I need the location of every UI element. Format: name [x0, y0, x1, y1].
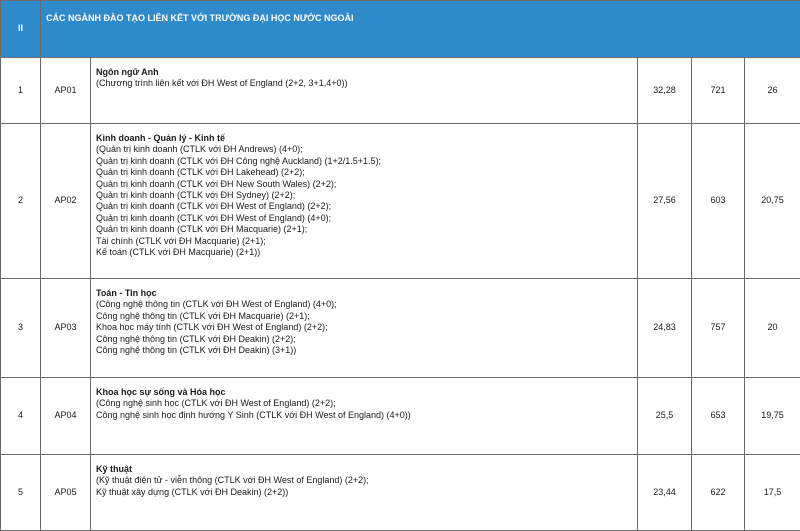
table-row [1, 455, 800, 531]
row-number: 5 [1, 455, 41, 531]
program-title: Kinh doanh - Quản lý - Kinh tế [96, 133, 633, 144]
score-value: 25,5 [638, 378, 692, 455]
program-detail-line: (Công nghệ sinh học (CTLK với ĐH West of England) (2+2); [96, 398, 633, 409]
table-row [1, 279, 800, 378]
program-title: Ngôn ngữ Anh [96, 67, 633, 78]
section-title: CÁC NGÀNH ĐÀO TẠO LIÊN KẾT VỚI TRƯỜNG ĐẠI HỌC NƯỚC NGOÀI [41, 1, 800, 58]
program-detail-line: Công nghệ thông tin (CTLK với ĐH Deakin) (2+2); [96, 334, 633, 345]
program-description [91, 124, 638, 279]
program-code: AP01 [41, 58, 91, 124]
program-detail-line: Công nghệ thông tin (CTLK với ĐH Deakin) (3+1)) [96, 345, 633, 356]
table-row [1, 124, 800, 279]
row-number: 4 [1, 378, 41, 455]
min-score-value: 26 [745, 58, 800, 124]
section-number: II [1, 1, 41, 58]
quota-value: 653 [692, 378, 745, 455]
program-detail-line: Khoa học máy tính (CTLK với ĐH West of England) (2+2); [96, 322, 633, 333]
program-title: Kỹ thuật [96, 464, 633, 475]
program-detail-line: Công nghệ sinh học định hướng Y Sinh (CTLK với ĐH West of England) (4+0)) [96, 410, 633, 421]
quota-value: 757 [692, 279, 745, 378]
program-code: AP05 [41, 455, 91, 531]
program-code: AP02 [41, 124, 91, 279]
program-detail-line: Quản trị kinh doanh (CTLK với ĐH Sydney) (2+2); [96, 190, 633, 201]
table-row [1, 378, 800, 455]
program-detail-line: Kế toán (CTLK với ĐH Macquarie) (2+1)) [96, 247, 633, 258]
program-detail-line: Quản trị kinh doanh (CTLK với ĐH Công nghệ Auckland) (1+2/1.5+1.5); [96, 156, 633, 167]
quota-value: 721 [692, 58, 745, 124]
program-title: Khoa học sự sống và Hóa học [96, 387, 633, 398]
program-description [91, 455, 638, 531]
program-detail-line: (Chương trình liên kết với ĐH West of England (2+2, 3+1,4+0)) [96, 78, 633, 89]
program-detail-line: (Kỹ thuật điện tử - viễn thông (CTLK với ĐH West of England) (2+2); [96, 475, 633, 486]
program-detail-line: Quản trị kinh doanh (CTLK với ĐH New South Wales) (2+2); [96, 179, 633, 190]
min-score-value: 20 [745, 279, 800, 378]
program-title: Toán - Tin học [96, 288, 633, 299]
row-number: 3 [1, 279, 41, 378]
program-detail-line: (Quản trị kinh doanh (CTLK với ĐH Andrews) (4+0); [96, 144, 633, 155]
score-value: 32,28 [638, 58, 692, 124]
quota-value: 603 [692, 124, 745, 279]
min-score-value: 20,75 [745, 124, 800, 279]
program-detail-line: Quản trị kinh doanh (CTLK với ĐH Lakehead) (2+2); [96, 167, 633, 178]
table-row [1, 58, 800, 124]
program-description [91, 378, 638, 455]
program-code: AP03 [41, 279, 91, 378]
min-score-value: 19,75 [745, 378, 800, 455]
program-detail-line: Quản trị kinh doanh (CTLK với ĐH West of England) (2+2); [96, 201, 633, 212]
quota-value: 622 [692, 455, 745, 531]
score-value: 24,83 [638, 279, 692, 378]
program-detail-line: Quản trị kinh doanh (CTLK với ĐH West of England) (4+0); [96, 213, 633, 224]
min-score-value: 17,5 [745, 455, 800, 531]
score-value: 27,56 [638, 124, 692, 279]
program-detail-line: Tài chính (CTLK với ĐH Macquarie) (2+1); [96, 236, 633, 247]
program-detail-line: (Công nghệ thông tin (CTLK với ĐH West of England) (4+0); [96, 299, 633, 310]
score-value: 23,44 [638, 455, 692, 531]
program-description [91, 279, 638, 378]
row-number: 1 [1, 58, 41, 124]
program-code: AP04 [41, 378, 91, 455]
program-detail-line: Quản trị kinh doanh (CTLK với ĐH Macquarie) (2+1); [96, 224, 633, 235]
program-detail-line: Kỹ thuật xây dựng (CTLK với ĐH Deakin) (2+2)) [96, 487, 633, 498]
section-header-row [1, 1, 800, 58]
program-detail-line: Công nghệ thông tin (CTLK với ĐH Macquarie) (2+1); [96, 311, 633, 322]
program-description [91, 58, 638, 124]
row-number: 2 [1, 124, 41, 279]
